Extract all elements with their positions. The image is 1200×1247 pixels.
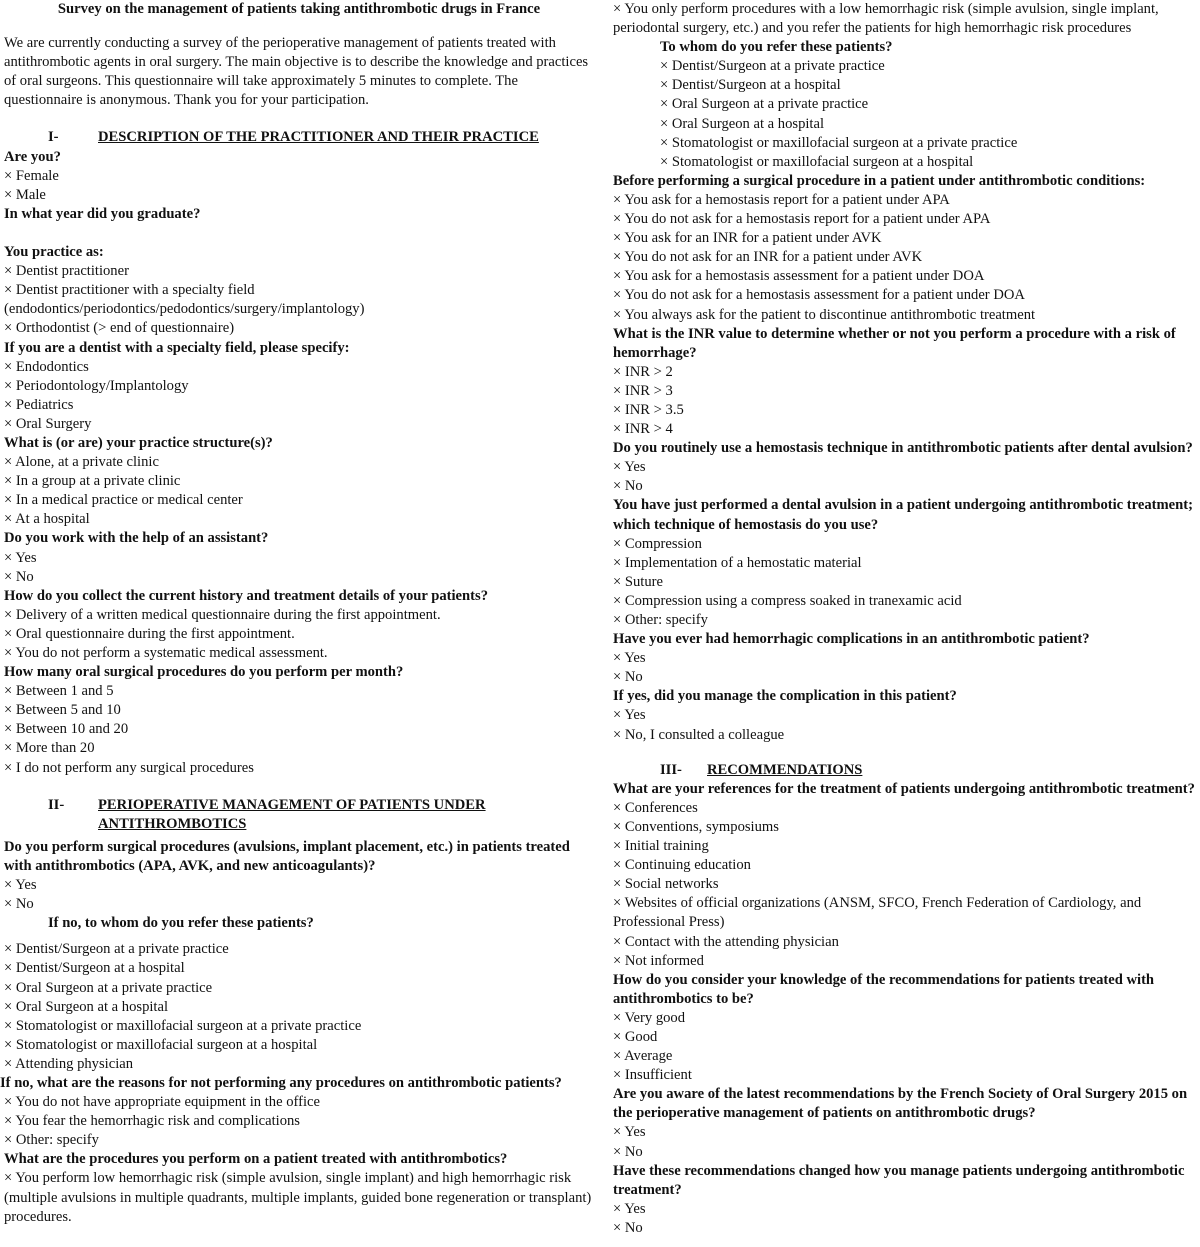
question: What are your references for the treatment of patients undergoing antithrombotic treatment? — [613, 780, 1195, 797]
intro-paragraph: We are currently conducting a survey of the perioperative management of patients treated with antithrombotic agents in oral surgery. The main objective is to describe the knowledge and practices of oral surgeons. This questionnaire will take approximately 5 minutes to complete. The questionnaire is anonymous. Thank you for your participation. — [4, 35, 589, 109]
answer-option[interactable]: × Average — [613, 1048, 673, 1065]
answer-option[interactable]: × Between 5 and 10 — [4, 702, 121, 719]
answer-option[interactable]: × You perform low hemorrhagic risk (simple avulsion, single implant) and high hemorrhagic risk (multiple avulsions in multiple quadrants, multiple implants, guided bone regeneration or transplant) procedures. — [4, 1170, 592, 1225]
question: What are the procedures you perform on a patient treated with antithrombotics? — [4, 1151, 508, 1168]
answer-option[interactable]: × Conferences — [613, 799, 698, 816]
answer-option[interactable]: × Female — [4, 167, 59, 184]
answer-option[interactable]: × You ask for an INR for a patient under AVK — [613, 230, 882, 247]
answer-option[interactable]: × In a medical practice or medical center — [4, 492, 243, 509]
option-list — [613, 1123, 1200, 1161]
option-list — [613, 799, 1200, 971]
answer-option[interactable]: × You do not have appropriate equipment in the office — [4, 1094, 320, 1111]
answer-option[interactable]: × You ask for a hemostasis report for a patient under APA — [613, 191, 950, 208]
answer-option[interactable]: × Oral questionnaire during the first appointment. — [4, 625, 295, 642]
option-list — [613, 1200, 1200, 1238]
right-column — [613, 0, 1200, 1238]
section-number: I- — [48, 129, 59, 146]
question: Are you aware of the latest recommendations by the French Society of Oral Surgery 2015 on the perioperative management of patients on antithrombotic drugs? — [613, 1086, 1188, 1122]
question: How do you consider your knowledge of the recommendations for patients treated with antithrombotics to be? — [613, 971, 1155, 1007]
answer-option[interactable]: × Oral Surgeon at a private practice — [4, 979, 213, 996]
answer-option[interactable]: × INR > 2 — [613, 363, 673, 380]
question: How do you collect the current history and treatment details of your patients? — [4, 587, 488, 604]
question: If yes, did you manage the complication in this patient? — [613, 688, 957, 705]
answer-option[interactable]: × Male — [4, 186, 46, 203]
question: You practice as: — [4, 244, 104, 261]
answer-option[interactable]: × No — [613, 1219, 643, 1236]
answer-option[interactable]: × Between 10 and 20 — [4, 721, 129, 738]
option-list — [4, 358, 594, 434]
answer-option[interactable]: × Periodontology/Implantology — [4, 377, 189, 394]
answer-option[interactable]: × Yes — [4, 549, 37, 566]
question: If no, what are the reasons for not performing any procedures on antithrombotic patients? — [0, 1074, 562, 1091]
option-list — [4, 262, 594, 338]
option-list — [4, 1093, 594, 1150]
answer-option[interactable]: × Oral Surgeon at a private practice — [660, 96, 869, 113]
answer-option[interactable]: × Pediatrics — [4, 396, 74, 413]
answer-option[interactable]: × Stomatologist or maxillofacial surgeon at a hospital — [660, 153, 974, 170]
answer-option[interactable]: × Yes — [613, 1124, 646, 1141]
answer-option[interactable]: × Continuing education — [613, 857, 751, 874]
answer-option[interactable]: × Conventions, symposiums — [613, 818, 779, 835]
option-list — [613, 1009, 1200, 1085]
answer-option[interactable]: × Stomatologist or maxillofacial surgeon at a private practice — [660, 134, 1018, 151]
option-list — [4, 1169, 594, 1226]
answer-option[interactable]: × You fear the hemorrhagic risk and complications — [4, 1113, 300, 1130]
answer-option[interactable]: × You only perform procedures with a low hemorrhagic risk (simple avulsion, single implant, periodontal surgery, etc.) and you refer the patients for high hemorrhagic risk procedures — [613, 1, 1159, 37]
left-column — [0, 0, 594, 1227]
blank-answer-line — [4, 224, 594, 243]
answer-option[interactable]: × Yes — [613, 459, 646, 476]
option-list — [613, 649, 1200, 687]
answer-option[interactable]: × Yes — [613, 707, 646, 724]
question: Are you? — [4, 148, 61, 165]
option-list — [4, 549, 594, 587]
answer-option[interactable]: × Dentist/Surgeon at a private practice — [660, 58, 885, 75]
option-list — [4, 876, 594, 914]
answer-option[interactable]: × Oral Surgeon at a hospital — [660, 115, 825, 132]
answer-option[interactable]: × I do not perform any surgical procedures — [4, 759, 254, 776]
answer-option[interactable]: × You do not ask for a hemostasis report for a patient under APA — [613, 211, 991, 228]
section-number: III- — [660, 761, 682, 778]
question: Before performing a surgical procedure in a patient under antithrombotic conditions: — [613, 172, 1146, 189]
option-list — [613, 57, 1200, 172]
answer-option[interactable]: × Dentist/Surgeon at a hospital — [660, 77, 841, 94]
answer-option[interactable]: × No — [613, 669, 643, 686]
answer-option[interactable]: × Suture — [613, 573, 663, 590]
section-number: II- — [48, 796, 65, 813]
question: You have just performed a dental avulsion in a patient undergoing antithrombotic treatment; which technique of hemostasis do you use? — [613, 497, 1193, 533]
answer-option[interactable]: × Oral Surgeon at a hospital — [4, 998, 169, 1015]
question: What is (or are) your practice structure(s)? — [4, 434, 273, 451]
answer-option[interactable]: × No — [613, 478, 643, 495]
answer-option[interactable]: × Dentist practitioner — [4, 263, 129, 280]
option-list — [4, 940, 594, 1074]
answer-option[interactable]: × No — [4, 896, 34, 913]
answer-option[interactable]: × No, I consulted a colleague — [613, 726, 785, 743]
option-list — [613, 363, 1200, 439]
answer-option[interactable]: × You always ask for the patient to discontinue antithrombotic treatment — [613, 306, 1036, 323]
answer-option[interactable]: × You do not perform a systematic medical assessment. — [4, 645, 328, 661]
answer-option[interactable]: × More than 20 — [4, 740, 95, 757]
answer-option[interactable]: × Dentist practitioner with a specialty field (endodontics/periodontics/pedodontics/surgery/implantology) — [4, 282, 365, 318]
question: Do you routinely use a hemostasis technique in antithrombotic patients after dental avulsion? — [613, 440, 1193, 457]
question: Have you ever had hemorrhagic complications in an antithrombotic patient? — [613, 631, 1090, 648]
option-list — [4, 453, 594, 529]
answer-option[interactable]: × Between 1 and 5 — [4, 683, 114, 700]
option-list — [4, 167, 594, 205]
section-title: PERIOPERATIVE MANAGEMENT OF PATIENTS UNDER ANTITHROMBOTICS — [98, 796, 486, 832]
question: Do you work with the help of an assistant? — [4, 530, 269, 547]
answer-option[interactable]: × Stomatologist or maxillofacial surgeon at a private practice — [4, 1017, 362, 1034]
option-list — [4, 682, 594, 777]
answer-option[interactable]: × Stomatologist or maxillofacial surgeon at a hospital — [4, 1036, 318, 1053]
answer-option[interactable]: × You ask for a hemostasis assessment for a patient under DOA — [613, 268, 985, 285]
answer-option[interactable]: × Delivery of a written medical questionnaire during the first appointment. — [4, 606, 441, 623]
option-list — [613, 706, 1200, 744]
answer-option[interactable]: × Alone, at a private clinic — [4, 454, 159, 471]
section-3-heading — [613, 761, 1200, 780]
answer-option[interactable]: × You do not ask for a hemostasis assessment for a patient under DOA — [613, 287, 1025, 304]
answer-option[interactable]: × Attending physician — [4, 1055, 134, 1072]
question: What is the INR value to determine whether or not you perform a procedure with a risk of hemorrhage? — [613, 325, 1176, 361]
question: How many oral surgical procedures do you perform per month? — [4, 664, 404, 681]
section-1-heading — [4, 128, 594, 147]
question: To whom do you refer these patients? — [660, 39, 893, 56]
answer-option[interactable]: × Oral Surgery — [4, 415, 92, 432]
question: If you are a dentist with a specialty field, please specify: — [4, 339, 350, 356]
answer-option[interactable]: × INR > 3.5 — [613, 401, 684, 418]
answer-option[interactable]: × Dentist/Surgeon at a private practice — [4, 941, 229, 958]
answer-option[interactable]: × Not informed — [613, 952, 704, 969]
answer-option[interactable]: × Very good — [613, 1009, 686, 1026]
document-title: Survey on the management of patients taking antithrombotic drugs in France — [57, 1, 541, 17]
section-title: RECOMMENDATIONS — [707, 761, 863, 778]
answer-option[interactable]: × Social networks — [613, 876, 719, 893]
option-list — [613, 191, 1200, 325]
answer-option[interactable]: × At a hospital — [4, 511, 90, 528]
answer-option[interactable]: × Other: specify — [613, 612, 708, 628]
answer-option[interactable]: × Endodontics — [4, 358, 89, 375]
option-list — [613, 535, 1200, 630]
answer-option[interactable]: × Dentist/Surgeon at a hospital — [4, 960, 185, 977]
answer-option[interactable]: × Other: specify — [4, 1132, 99, 1149]
option-list — [4, 606, 594, 663]
answer-option[interactable]: × Implementation of a hemostatic material — [613, 554, 862, 571]
option-list — [613, 458, 1200, 496]
answer-option[interactable]: × Yes — [613, 1200, 646, 1217]
section-2-heading — [4, 796, 594, 834]
answer-option[interactable]: × INR > 4 — [613, 421, 673, 438]
answer-option[interactable]: × Orthodontist (> end of questionnaire) — [4, 320, 235, 337]
answer-option[interactable]: × Yes — [4, 877, 37, 894]
answer-option[interactable]: × No — [4, 568, 34, 585]
answer-option[interactable]: × No — [613, 1143, 643, 1160]
answer-option[interactable]: × Compression — [613, 535, 702, 552]
answer-option[interactable]: × Websites of official organizations (ANSM, SFCO, French Federation of Cardiology, and Professional Press) — [613, 895, 1142, 931]
answer-option[interactable]: × Contact with the attending physician — [613, 933, 839, 950]
answer-option[interactable]: × INR > 3 — [613, 382, 673, 399]
answer-option[interactable]: × Compression using a compress soaked in tranexamic acid — [613, 592, 962, 609]
section-title: DESCRIPTION OF THE PRACTITIONER AND THEIR PRACTICE — [98, 129, 539, 146]
answer-option[interactable]: × Insufficient — [613, 1067, 692, 1084]
answer-option[interactable]: × Initial training — [613, 838, 709, 855]
answer-option[interactable]: × Good — [613, 1028, 658, 1045]
question: Do you perform surgical procedures (avulsions, implant placement, etc.) in patients treated with antithrombotics (APA, AVK, and new anticoagulants)? — [4, 838, 570, 874]
question: In what year did you graduate? — [4, 205, 201, 222]
answer-option[interactable]: × You do not ask for an INR for a patient under AVK — [613, 249, 923, 266]
option-list-continued — [613, 0, 1200, 38]
question: If no, to whom do you refer these patients? — [48, 915, 314, 932]
answer-option[interactable]: × Yes — [613, 650, 646, 667]
question: Have these recommendations changed how you manage patients undergoing antithrombotic treatment? — [613, 1162, 1185, 1198]
answer-option[interactable]: × In a group at a private clinic — [4, 473, 181, 490]
